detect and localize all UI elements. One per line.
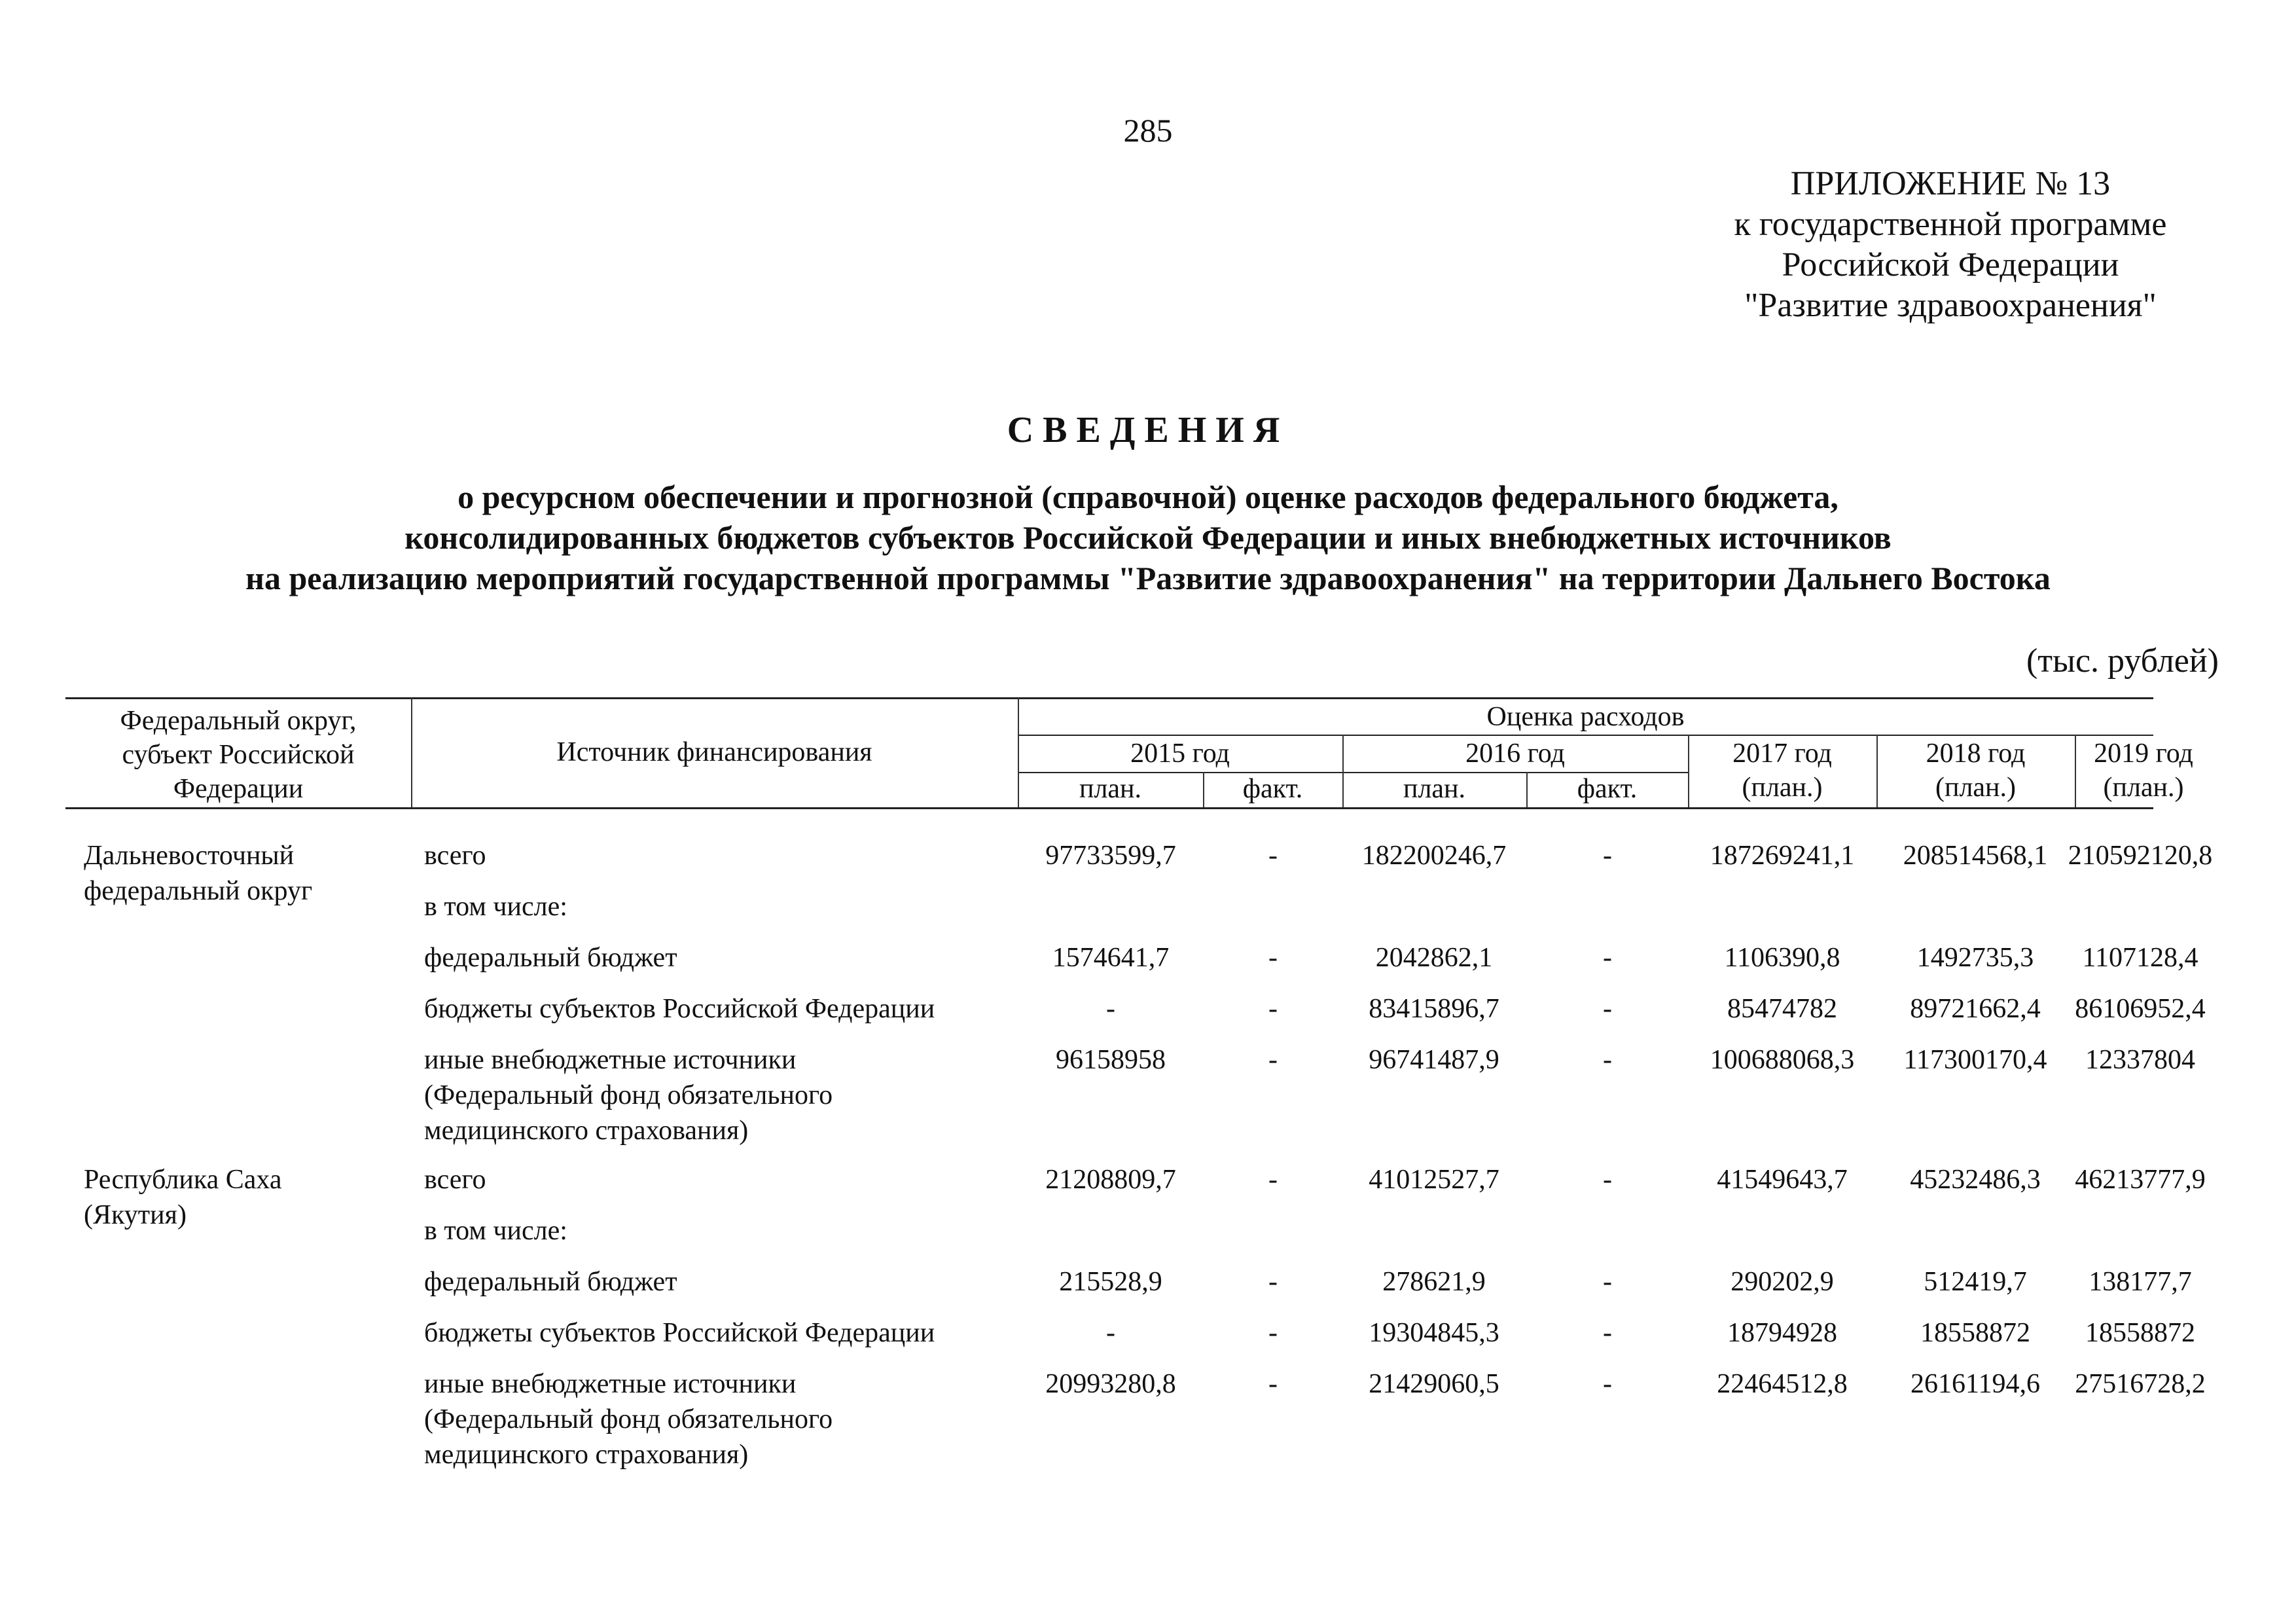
table-cell-value: 41012527,7: [1369, 1165, 1499, 1195]
table-cell-value: -: [1603, 1165, 1612, 1195]
funding-source: федеральный бюджет: [424, 943, 677, 973]
region-name: (Якутия): [84, 1200, 187, 1230]
table-cell-value: -: [1268, 1165, 1278, 1195]
table-cell-value: 208514568,1: [1903, 841, 2048, 871]
table-cell-value: 22464512,8: [1717, 1369, 1848, 1399]
appendix-line-3: Российской Федерации: [1782, 246, 2119, 283]
table-cell-value: 85474782: [1727, 994, 1837, 1024]
table-cell-value: -: [1268, 1318, 1278, 1348]
header-2016-fact: факт.: [1577, 774, 1638, 804]
table-cell-value: -: [1603, 1369, 1612, 1399]
funding-source: (Федеральный фонд обязательного: [424, 1404, 833, 1434]
document-title: СВЕДЕНИЯ: [1007, 410, 1289, 450]
subtitle-line-2: консолидированных бюджетов субъектов Российской Федерации и иных внебюджетных источников: [404, 519, 1892, 556]
funding-source: федеральный бюджет: [424, 1267, 677, 1297]
table-cell-value: 45232486,3: [1910, 1165, 2041, 1195]
table-cell-value: 210592120,8: [2068, 841, 2213, 871]
funding-source: (Федеральный фонд обязательного: [424, 1080, 833, 1110]
subtitle-line-1: о ресурсном обеспечении и прогнозной (справочной) оценке расходов федерального бюджета,: [457, 479, 1839, 515]
region-name: Дальневосточный: [84, 841, 295, 871]
header-source: Источник финансирования: [556, 737, 872, 767]
header-region-line-1: Федеральный округ,: [120, 706, 357, 736]
table-cell-value: 12337804: [2085, 1045, 2195, 1075]
table-cell-value: 1574641,7: [1052, 943, 1170, 973]
table-cell-value: -: [1603, 841, 1612, 871]
funding-source: иные внебюджетные источники: [424, 1369, 797, 1399]
table-cell-value: 18794928: [1727, 1318, 1837, 1348]
table-cell-value: -: [1268, 1045, 1278, 1075]
header-2017: [1688, 737, 1876, 805]
table-cell-value: 1107128,4: [2082, 943, 2198, 973]
header-2018-year: 2018 год: [1926, 739, 2026, 769]
appendix-line-4: "Развитие здравоохранения": [1744, 287, 2157, 324]
table-cell-value: 290202,9: [1731, 1267, 1834, 1297]
estimate-divider: [1018, 735, 2153, 736]
header-region-line-2: субъект Российской: [122, 740, 355, 770]
table-cell-value: 278621,9: [1382, 1267, 1486, 1297]
header-2018-type: (план.): [1935, 773, 2017, 803]
table-cell-value: -: [1268, 994, 1278, 1024]
table-cell-value: -: [1268, 943, 1278, 973]
region-name: Республика Саха: [84, 1165, 282, 1195]
table-cell-value: -: [1106, 994, 1115, 1024]
header-2017-year: 2017 год: [1732, 739, 1832, 769]
funding-source: медицинского страхования): [424, 1440, 749, 1470]
table-cell-value: 2042862,1: [1375, 943, 1493, 973]
funding-source: бюджеты субъектов Российской Федерации: [424, 1318, 935, 1348]
table-cell-value: 96741487,9: [1369, 1045, 1499, 1075]
table-cell-value: -: [1268, 1369, 1278, 1399]
header-2019-type: (план.): [2103, 773, 2184, 803]
header-2016-plan: план.: [1403, 774, 1466, 804]
header-estimate: Оценка расходов: [1486, 702, 1685, 732]
table-cell-value: 83415896,7: [1369, 994, 1499, 1024]
table-cell-value: 100688068,3: [1710, 1045, 1855, 1075]
table-cell-value: 27516728,2: [2075, 1369, 2206, 1399]
table-cell-value: 18558872: [2085, 1318, 2195, 1348]
header-2019-year: 2019 год: [2094, 739, 2193, 769]
table-cell-value: 96158958: [1056, 1045, 1166, 1075]
funding-source: в том числе:: [424, 1216, 567, 1246]
table-cell-value: 21208809,7: [1045, 1165, 1176, 1195]
funding-source: медицинского страхования): [424, 1116, 749, 1146]
table-cell-value: 46213777,9: [2075, 1165, 2206, 1195]
header-2015-fact: факт.: [1242, 774, 1303, 804]
funding-source: в том числе:: [424, 892, 567, 922]
table-cell-value: 182200246,7: [1361, 841, 1507, 871]
table-cell-value: -: [1603, 1267, 1612, 1297]
funding-source: бюджеты субъектов Российской Федерации: [424, 994, 935, 1024]
table-cell-value: -: [1106, 1318, 1115, 1348]
header-2015-plan: план.: [1079, 774, 1142, 804]
table-cell-value: 1106390,8: [1724, 943, 1840, 973]
table-cell-value: 97733599,7: [1045, 841, 1176, 871]
table-cell-value: 215528,9: [1059, 1267, 1162, 1297]
table-cell-value: 1492735,3: [1916, 943, 2034, 973]
document-subtitle: [0, 477, 2296, 598]
table-cell-value: 19304845,3: [1369, 1318, 1499, 1348]
table-cell-value: -: [1268, 1267, 1278, 1297]
header-2016: 2016 год: [1465, 739, 1565, 769]
header-2017-type: (план.): [1742, 773, 1823, 803]
table-cell-value: 117300170,4: [1903, 1045, 2047, 1075]
table-cell-value: 18558872: [1920, 1318, 2030, 1348]
table-cell-value: 187269241,1: [1710, 841, 1855, 871]
table-cell-value: 512419,7: [1924, 1267, 2027, 1297]
header-region: [65, 704, 411, 806]
funding-source: всего: [424, 1165, 486, 1195]
region-name: федеральный округ: [84, 876, 313, 906]
subtitle-line-3: на реализацию мероприятий государственной программы "Развитие здравоохранения" на территории Дальнего Востока: [245, 560, 2051, 596]
table-cell-value: 20993280,8: [1045, 1369, 1176, 1399]
table-cell-value: -: [1603, 994, 1612, 1024]
units-label: (тыс. рублей): [2026, 642, 2219, 680]
header-2015: 2015 год: [1130, 739, 1230, 769]
funding-source: всего: [424, 841, 486, 871]
appendix-line-2: к государственной программе: [1734, 206, 2167, 243]
header-2019: [2045, 737, 2242, 805]
table-cell-value: 86106952,4: [2075, 994, 2206, 1024]
table-cell-value: 26161194,6: [1910, 1369, 2040, 1399]
table-cell-value: 89721662,4: [1910, 994, 2041, 1024]
appendix-header: [1636, 164, 2265, 326]
table-cell-value: 138177,7: [2089, 1267, 2192, 1297]
table-top-border: [65, 697, 2153, 699]
table-cell-value: -: [1603, 1318, 1612, 1348]
page-number: 285: [1123, 112, 1173, 149]
table-cell-value: 21429060,5: [1369, 1369, 1499, 1399]
appendix-number: ПРИЛОЖЕНИЕ № 13: [1790, 165, 2111, 202]
funding-source: иные внебюджетные источники: [424, 1045, 797, 1075]
header-region-line-3: Федерации: [173, 774, 304, 804]
table-cell-value: -: [1603, 1045, 1612, 1075]
table-cell-value: 41549643,7: [1717, 1165, 1848, 1195]
table-cell-value: -: [1268, 841, 1278, 871]
table-cell-value: -: [1603, 943, 1612, 973]
header-bottom-border: [65, 807, 2153, 809]
